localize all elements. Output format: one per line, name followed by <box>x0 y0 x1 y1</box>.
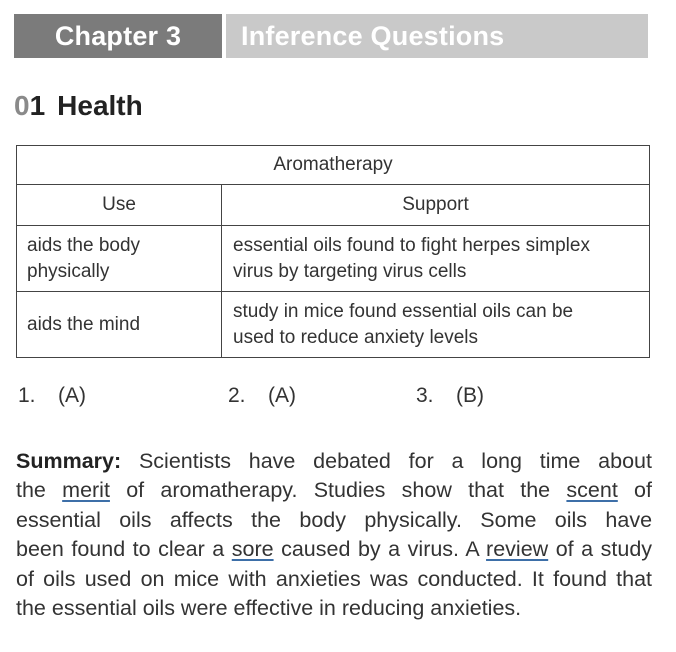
section-heading <box>14 88 143 124</box>
cell-line: study in mice found essential oils can be <box>233 300 574 322</box>
summary-text: Scientists have debated for a long time about <box>121 449 652 473</box>
column-header-support: Support <box>222 185 650 226</box>
summary-text: been found to clear a <box>16 537 232 562</box>
vocab-word: scent <box>566 478 618 503</box>
column-header-use: Use <box>17 185 222 226</box>
summary-line <box>16 535 654 564</box>
summary-text: of a study <box>548 537 653 562</box>
cell-line: essential oils found to fight herpes simplex <box>233 234 590 256</box>
summary-text: of oils used on mice with anxieties was conducted. It found that <box>16 566 653 591</box>
vocab-word: merit <box>62 478 110 503</box>
answer-choice: (A) <box>58 384 86 407</box>
summary-line <box>16 476 654 505</box>
chapter-label: Chapter 3 <box>14 14 222 58</box>
table-row <box>17 292 650 358</box>
table-title: Aromatherapy <box>17 146 650 185</box>
summary-text: of aromatherapy. Studies show that the <box>109 478 567 503</box>
summary-text: essential oils affects the body physically. Some oils have <box>16 507 653 532</box>
vocab-word: sore <box>231 537 274 562</box>
summary-line <box>16 594 654 623</box>
answer-number: 2. <box>228 384 246 407</box>
cell-line: used to reduce anxiety levels <box>233 326 479 348</box>
answer-item <box>228 384 296 408</box>
cell-line: physically <box>27 260 110 282</box>
summary-line <box>16 565 654 594</box>
use-cell <box>17 226 222 292</box>
summary-paragraph <box>16 447 654 623</box>
summary-text: of <box>617 478 652 503</box>
answer-choice: (B) <box>456 384 484 407</box>
table-header-row <box>17 185 650 226</box>
table-title-row <box>17 146 650 185</box>
answer-number: 1. <box>18 384 36 407</box>
support-cell <box>222 292 650 358</box>
summary-text: the <box>16 478 63 503</box>
aromatherapy-table <box>16 145 650 358</box>
summary-line <box>16 506 654 535</box>
vocab-word: review <box>486 537 549 562</box>
table-row <box>17 226 650 292</box>
summary-line <box>16 447 654 476</box>
cell-line: aids the mind <box>27 313 141 335</box>
cell-line: virus by targeting virus cells <box>233 260 467 282</box>
chapter-divider <box>222 14 226 58</box>
answer-number: 3. <box>416 384 434 407</box>
section-number-one: 1 <box>29 90 46 121</box>
summary-label: Summary: <box>16 449 122 473</box>
summary-text: the essential oils were effective in reducing anxieties. <box>16 596 522 621</box>
answer-key <box>14 384 654 416</box>
use-cell <box>17 292 222 358</box>
section-title: Health <box>57 90 143 121</box>
answer-choice: (A) <box>268 384 296 407</box>
answer-item <box>416 384 484 408</box>
support-cell <box>222 226 650 292</box>
answer-item <box>18 384 86 408</box>
section-number-zero: 0 <box>14 90 30 121</box>
summary-text: caused by a virus. A <box>273 537 487 562</box>
cell-line: aids the body <box>27 234 141 256</box>
chapter-topic: Inference Questions <box>241 21 505 51</box>
